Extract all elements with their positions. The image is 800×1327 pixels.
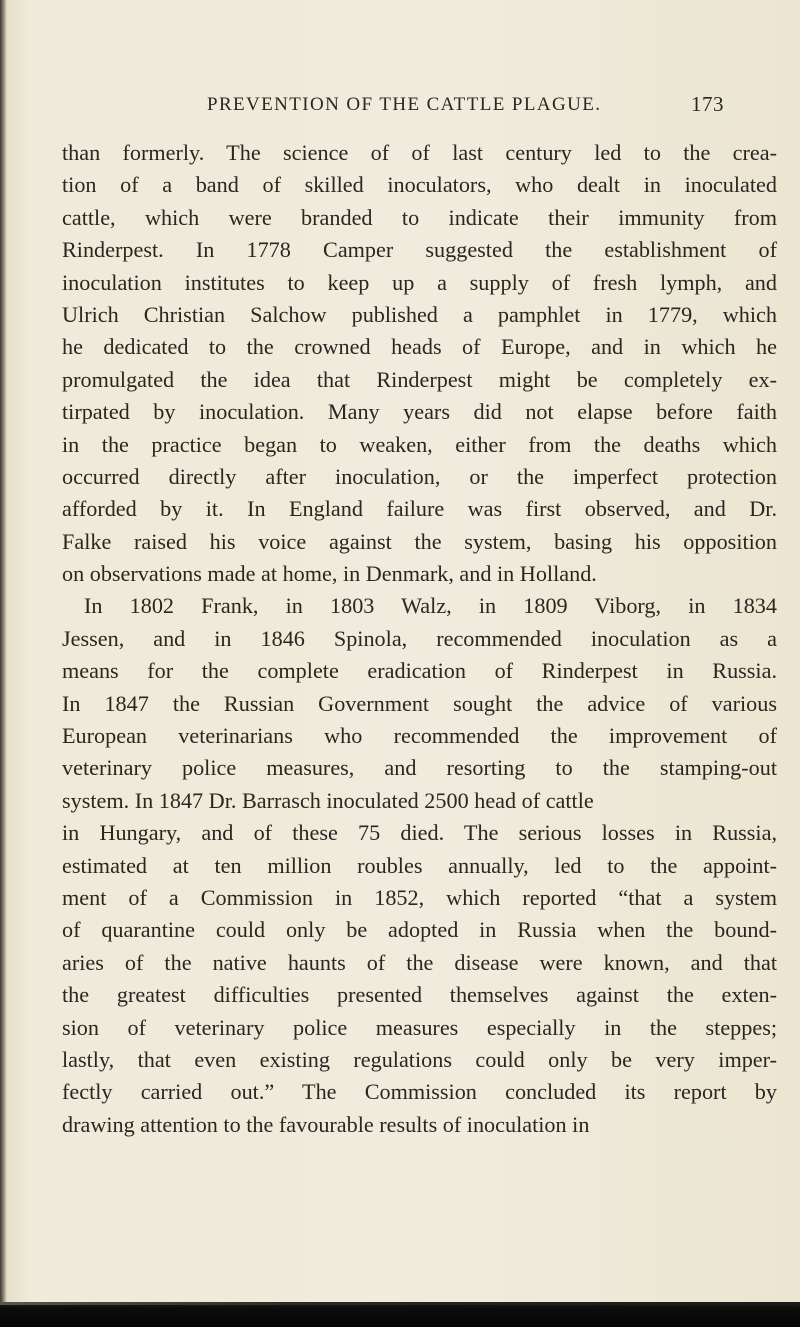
text-line: inoculation institutes to keep up a supply of fresh lymph, and [62,269,777,295]
text-line: in Hungary, and of these 75 died. The serious losses in Russia, [62,820,777,846]
text-line: cattle, which were branded to indicate their immunity from [62,204,777,230]
text-line: fectly carried out.” The Commission concluded its report by [62,1079,777,1105]
text-line: Ulrich Christian Salchow published a pamphlet in 1779, which [62,301,777,327]
text-line: In 1847 the Russian Government sought the advice of various [62,690,777,716]
text-line: promulgated the idea that Rinderpest might be completely ex- [62,366,777,392]
text-line: veterinary police measures, and resorting to the stamping-out [62,755,777,781]
text-line: on observations made at home, in Denmark, and in Holland. [62,561,597,587]
text-line: Falke raised his voice against the system, basing his opposition [62,528,777,554]
text-line: estimated at ten million roubles annually, led to the appoint- [62,852,777,878]
text-line: he dedicated to the crowned heads of Europe, and in which he [62,334,777,360]
text-line: drawing attention to the favourable results of inoculation in [62,1111,590,1137]
text-line: ment of a Commission in 1852, which reported “that a system [62,884,777,910]
running-head [0,94,800,124]
bottom-edge-shadow [0,1302,800,1327]
running-head-title: PREVENTION OF THE CATTLE PLAGUE. [207,94,602,115]
text-line: aries of the native haunts of the disease were known, and that [62,949,777,975]
text-line: European veterinarians who recommended the improvement of [62,723,777,749]
text-line: Rinderpest. In 1778 Camper suggested the establishment of [62,237,777,263]
text-line: of quarantine could only be adopted in Russia when the bound- [62,917,777,943]
page-edge [0,1302,800,1305]
text-line: in the practice began to weaken, either from the deaths which [62,431,777,457]
text-line: afforded by it. In England failure was first observed, and Dr. [62,496,777,522]
text-line: tirpated by inoculation. Many years did not elapse before faith [62,399,777,425]
text-line: the greatest difficulties presented themselves against the exten- [62,982,777,1008]
text-line: lastly, that even existing regulations could only be very imper- [62,1046,777,1072]
page-number: 173 [691,92,724,116]
body-text [62,137,777,1141]
text-line: system. In 1847 Dr. Barrasch inoculated 2500 head of cattle [62,787,594,813]
text-line: means for the complete eradication of Rinderpest in Russia. [62,658,777,684]
text-line: occurred directly after inoculation, or the imperfect protection [62,463,777,489]
text-line: than formerly. The science of of last century led to the crea- [62,140,777,165]
text-line: tion of a band of skilled inoculators, who dealt in inoculated [62,172,777,198]
spine-shadow [0,0,7,1327]
text-line: sion of veterinary police measures especially in the steppes; [62,1014,777,1040]
text-line: In 1802 Frank, in 1803 Walz, in 1809 Viborg, in 1834 [84,593,777,619]
text-line: Jessen, and in 1846 Spinola, recommended inoculation as a [62,625,777,651]
